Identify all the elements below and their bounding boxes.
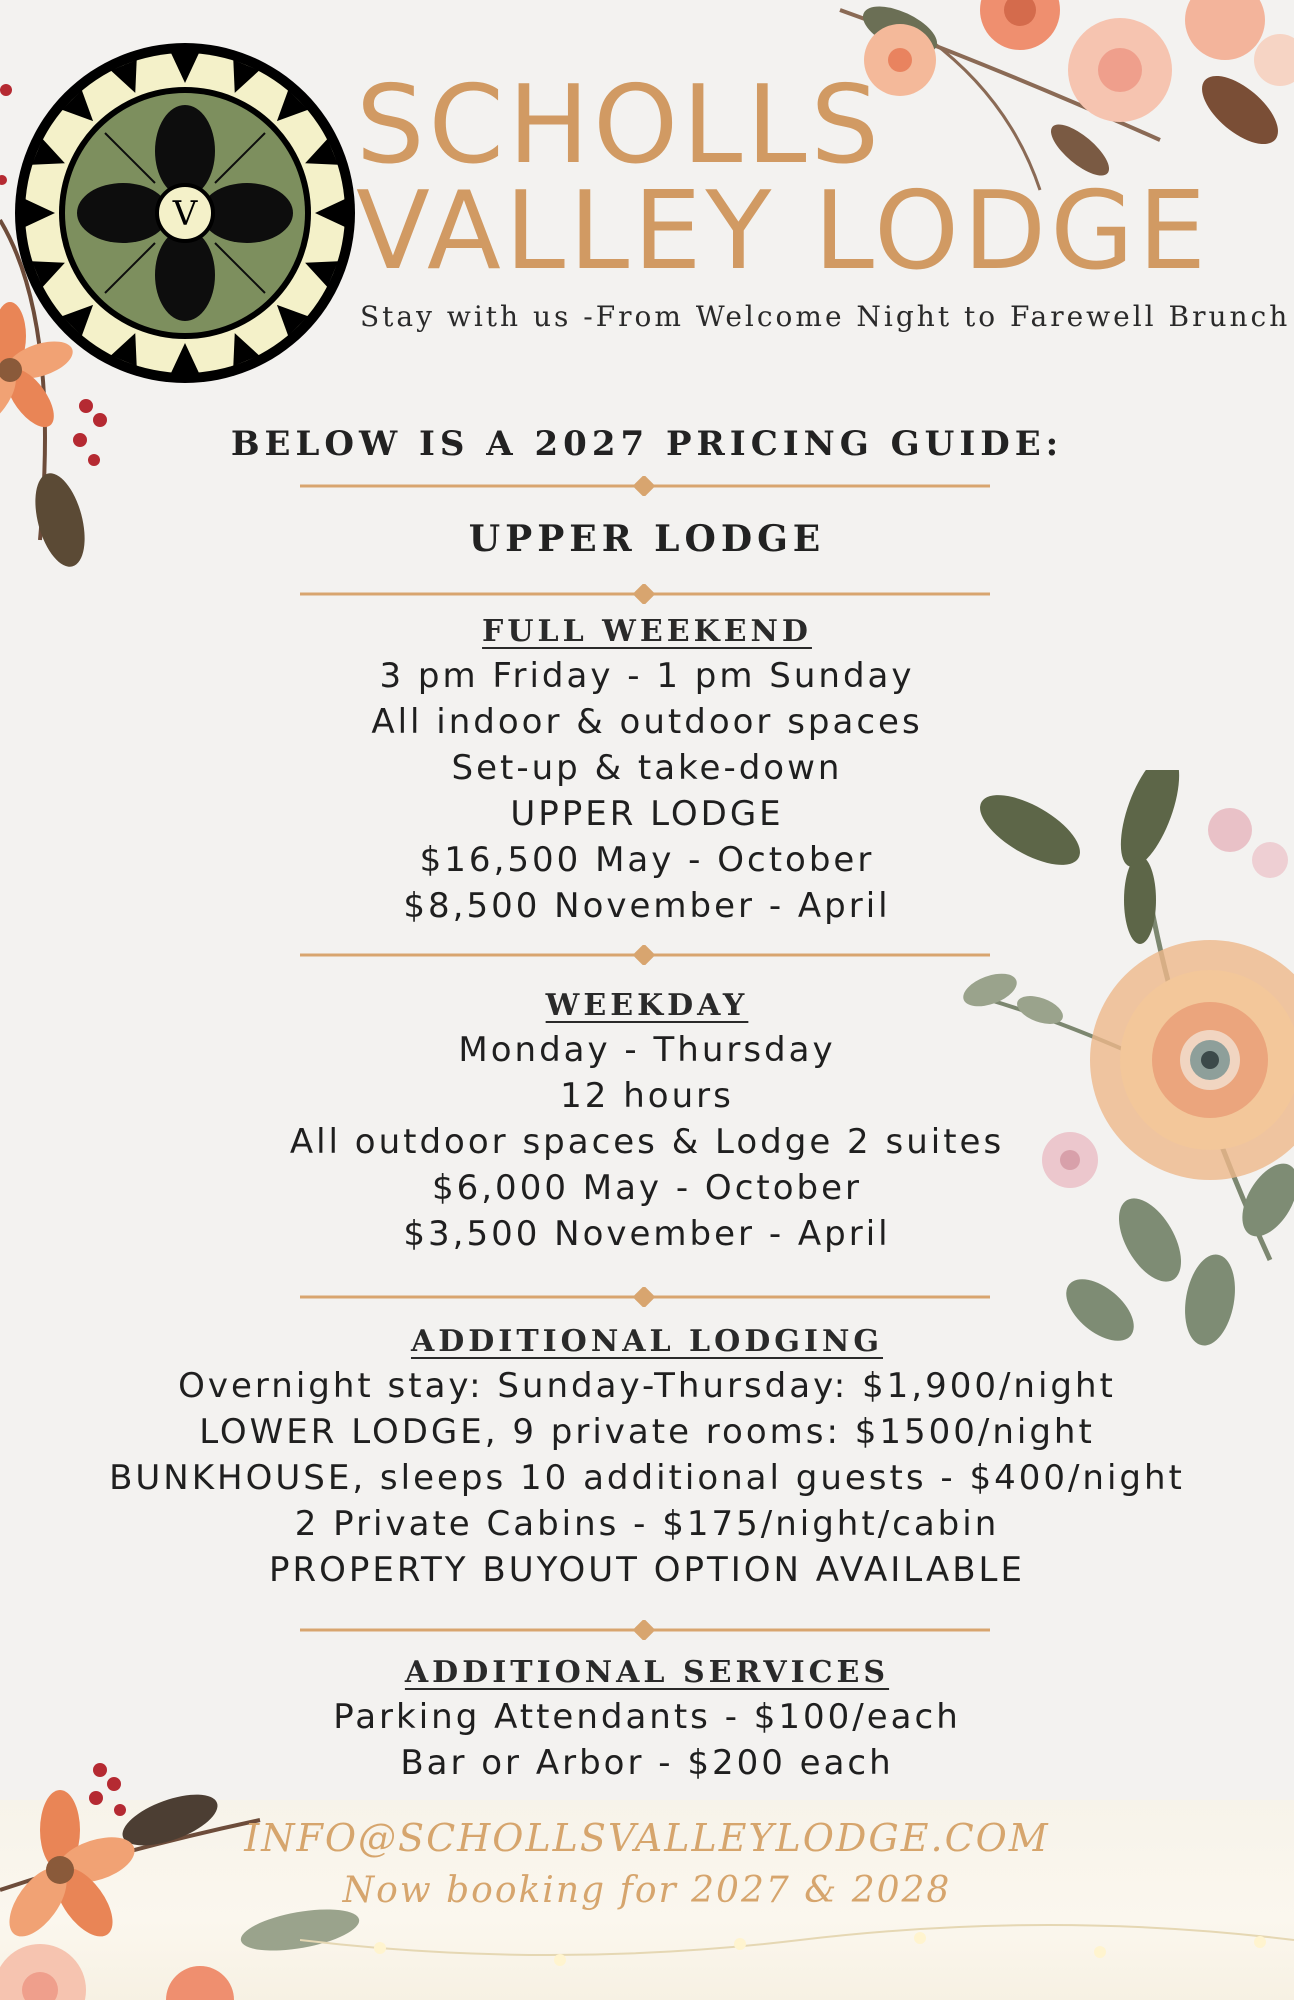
weekday-price: $6,000 May - October — [431, 1168, 862, 1208]
divider — [300, 476, 990, 496]
lodge-name — [356, 63, 1211, 294]
divider — [300, 1287, 990, 1307]
services-line: Parking Attendants - $100/each — [333, 1697, 961, 1737]
weekday-section — [0, 988, 1294, 1257]
venue-heading: UPPER LODGE — [468, 518, 826, 560]
full-weekend-line: Set-up & take-down — [451, 748, 843, 788]
lodging-line: PROPERTY BUYOUT OPTION AVAILABLE — [269, 1550, 1025, 1590]
string-lights-decoration — [300, 1900, 1294, 2000]
lodge-logo — [10, 38, 360, 388]
logo-letter: V — [172, 194, 198, 234]
additional-services-title: ADDITIONAL SERVICES — [404, 1655, 890, 1690]
additional-lodging-title: ADDITIONAL LODGING — [410, 1324, 883, 1359]
weekday-line: Monday - Thursday — [458, 1030, 836, 1070]
weekday-title: WEEKDAY — [545, 988, 749, 1023]
weekday-price: $3,500 November - April — [403, 1214, 891, 1254]
full-weekend-line: 3 pm Friday - 1 pm Sunday — [379, 656, 915, 696]
additional-lodging-section — [0, 1324, 1294, 1593]
lodge-name-line1: SCHOLLS — [356, 63, 884, 188]
lodging-line: LOWER LODGE, 9 private rooms: $1500/night — [199, 1412, 1095, 1452]
full-weekend-title: FULL WEEKEND — [482, 614, 812, 649]
lodging-line: BUNKHOUSE, sleeps 10 additional guests - $400/night — [109, 1458, 1185, 1498]
booking-note: Now booking for 2027 & 2028 — [342, 1870, 952, 1911]
services-line: Bar or Arbor - $200 each — [400, 1743, 894, 1783]
divider — [300, 1620, 990, 1640]
additional-services-section — [0, 1655, 1294, 1786]
full-weekend-price: $16,500 May - October — [419, 840, 875, 880]
full-weekend-price: $8,500 November - April — [403, 886, 891, 926]
contact-email[interactable]: INFO@SCHOLLSVALLEYLODGE.COM — [244, 1816, 1050, 1860]
pricing-guide-heading: BELOW IS A 2027 PRICING GUIDE: — [230, 424, 1064, 464]
lodging-line: 2 Private Cabins - $175/night/cabin — [294, 1504, 1000, 1544]
full-weekend-line: UPPER LODGE — [510, 794, 784, 834]
full-weekend-line: All indoor & outdoor spaces — [371, 702, 923, 742]
full-weekend-section — [0, 614, 1294, 929]
tagline: Stay with us -From Welcome Night to Farewell Brunch — [360, 300, 1291, 333]
lodge-name-line2: VALLEY LODGE — [356, 169, 1211, 294]
divider — [300, 584, 990, 604]
divider — [300, 945, 990, 965]
weekday-line: All outdoor spaces & Lodge 2 suites — [289, 1122, 1005, 1162]
weekday-line: 12 hours — [560, 1076, 734, 1116]
lodging-line: Overnight stay: Sunday-Thursday: $1,900/night — [178, 1366, 1116, 1406]
